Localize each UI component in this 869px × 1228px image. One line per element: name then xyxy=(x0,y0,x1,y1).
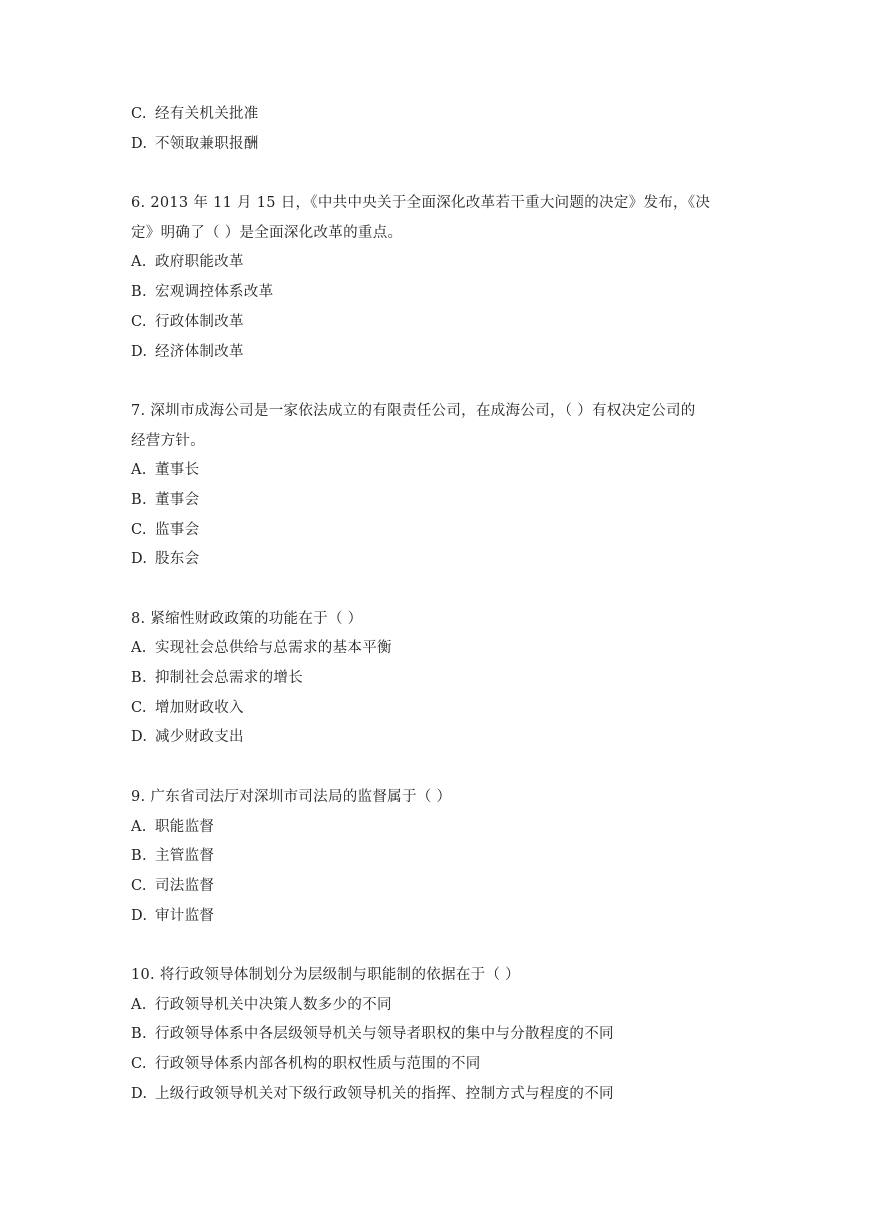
option-line xyxy=(131,1080,741,1110)
option-letter: A. xyxy=(131,818,147,835)
option-letter: D. xyxy=(131,343,148,360)
option-line xyxy=(131,308,741,338)
option-letter: B. xyxy=(131,670,147,687)
option-letter: D. xyxy=(131,135,148,152)
option-text: 主管监督 xyxy=(155,848,215,865)
option-text: 股东会 xyxy=(155,551,200,568)
option-line xyxy=(131,545,741,575)
option-text: 不领取兼职报酬 xyxy=(155,135,259,152)
option-letter: B. xyxy=(131,848,147,865)
option-line xyxy=(131,130,741,160)
option-letter: C. xyxy=(131,106,147,122)
option-text: 行政领导体系内部各机构的职权性质与范围的不同 xyxy=(155,1056,481,1072)
spacer xyxy=(131,367,741,397)
option-line xyxy=(131,516,741,546)
option-text: 抑制社会总需求的增长 xyxy=(155,670,303,687)
option-text: 司法监督 xyxy=(155,877,215,894)
question-stem: 6. 2013 年 11 月 15 日，《中共中央关于全面深化改革若干重大问题的决定》发布，《决 xyxy=(131,195,711,212)
question-stem: 10. 将行政领导体制划分为层级制与职能制的依据在于（ ） xyxy=(131,966,520,983)
option-letter: B. xyxy=(131,284,147,301)
option-line xyxy=(131,634,741,664)
option-letter: C. xyxy=(131,313,147,330)
option-letter: C. xyxy=(131,521,147,538)
option-line xyxy=(131,842,741,872)
option-letter: D. xyxy=(131,551,148,568)
option-text: 职能监督 xyxy=(155,818,215,835)
option-line xyxy=(131,1020,741,1050)
question-stem-continued: 定》明确了（ ）是全面深化改革的重点。 xyxy=(131,224,403,241)
option-text: 董事长 xyxy=(155,462,200,479)
option-line xyxy=(131,456,741,486)
option-letter: B. xyxy=(131,1026,147,1043)
option-letter: A. xyxy=(131,996,147,1013)
option-letter: D. xyxy=(131,907,148,924)
option-letter: C. xyxy=(131,1056,147,1072)
option-line xyxy=(131,872,741,902)
option-line xyxy=(131,486,741,516)
option-line xyxy=(131,1050,741,1080)
option-letter: C. xyxy=(131,877,147,894)
option-text: 上级行政领导机关对下级行政领导机关的指挥、控制方式与程度的不同 xyxy=(155,1085,614,1102)
question-stem: 8. 紧缩性财政政策的功能在于（ ） xyxy=(131,610,363,627)
spacer xyxy=(131,159,741,189)
question-stem: 7. 深圳市成海公司是一家依法成立的有限责任公司，在成海公司，（ ）有权决定公司的 xyxy=(131,402,696,419)
option-text: 增加财政收入 xyxy=(155,699,244,716)
spacer xyxy=(131,575,741,605)
option-text: 行政领导机关中决策人数多少的不同 xyxy=(155,996,392,1013)
option-text: 经有关机关批准 xyxy=(155,106,259,122)
option-line xyxy=(131,991,741,1021)
option-line xyxy=(131,664,741,694)
document-body xyxy=(131,100,741,1109)
option-letter: A. xyxy=(131,462,147,479)
option-text: 行政体制改革 xyxy=(155,313,244,330)
option-line xyxy=(131,723,741,753)
spacer xyxy=(131,753,741,783)
option-letter: A. xyxy=(131,254,147,271)
option-line xyxy=(131,338,741,368)
option-letter: A. xyxy=(131,640,147,657)
option-letter: D. xyxy=(131,1085,148,1102)
option-letter: C. xyxy=(131,699,147,716)
option-letter: B. xyxy=(131,491,147,508)
option-line xyxy=(131,100,741,130)
option-text: 行政领导体系中各层级领导机关与领导者职权的集中与分散程度的不同 xyxy=(155,1026,614,1043)
option-text: 宏观调控体系改革 xyxy=(155,284,274,301)
option-line xyxy=(131,278,741,308)
spacer xyxy=(131,931,741,961)
option-letter: D. xyxy=(131,729,148,746)
option-line xyxy=(131,902,741,932)
option-line xyxy=(131,694,741,724)
question-stem-continued: 经营方针。 xyxy=(131,432,205,449)
option-text: 减少财政支出 xyxy=(155,729,244,746)
option-text: 审计监督 xyxy=(155,907,215,924)
option-text: 监事会 xyxy=(155,521,200,538)
option-line xyxy=(131,813,741,843)
question-stem: 9. 广东省司法厅对深圳市司法局的监督属于（ ） xyxy=(131,788,452,805)
option-text: 经济体制改革 xyxy=(155,343,244,360)
option-text: 董事会 xyxy=(155,491,200,508)
option-line xyxy=(131,248,741,278)
option-text: 政府职能改革 xyxy=(155,254,244,271)
option-text: 实现社会总供给与总需求的基本平衡 xyxy=(155,640,392,657)
